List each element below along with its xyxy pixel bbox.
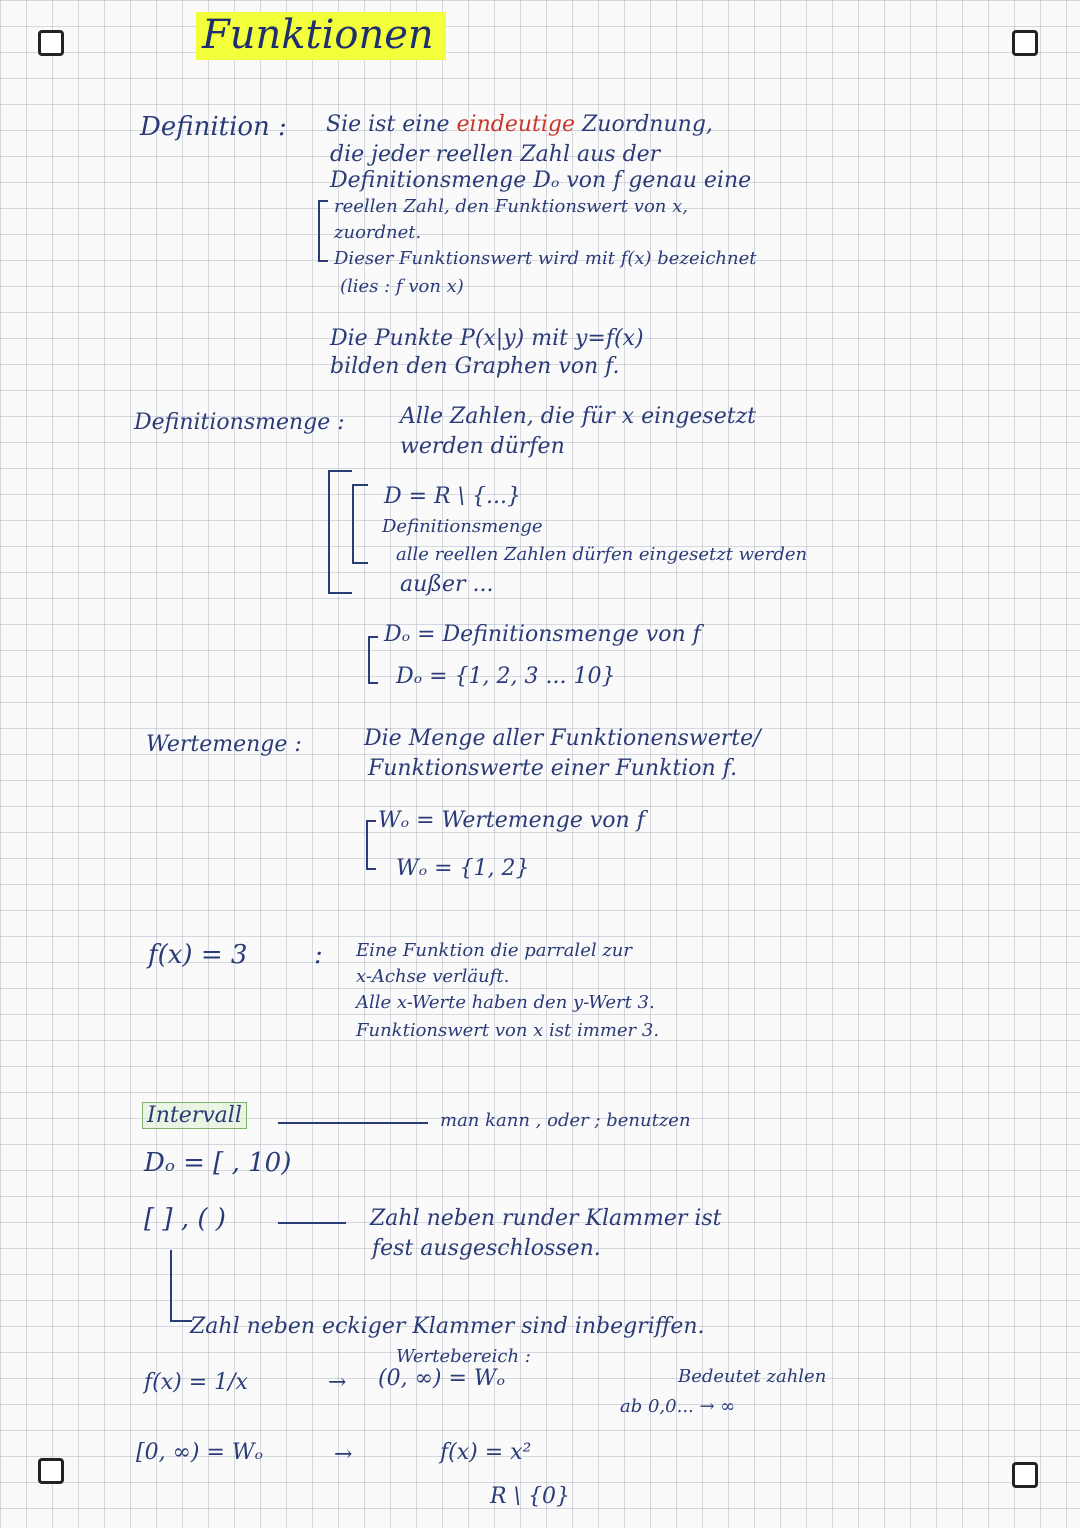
ab-text: ab 0,0... → ∞ [620, 1396, 736, 1417]
definition-line6: Dieser Funktionswert wird mit f(x) bezeichnet [334, 248, 757, 269]
df-example: Dₒ = {1, 2, 3 ... 10} [396, 664, 616, 689]
constant-line1: Eine Funktion die parralel zur [356, 940, 633, 961]
df-definition: Dₒ = Definitionsmenge von f [384, 622, 701, 647]
constant-function: f(x) = 3 [148, 940, 248, 970]
arrow-line [278, 1122, 428, 1124]
binder-corner-icon [38, 1458, 64, 1484]
definition-line2: die jeder reellen Zahl aus der [330, 142, 661, 167]
round-note1: Zahl neben runder Klammer ist [370, 1206, 722, 1231]
definition-line1: Sie ist eine eindeutige Zuordnung, [326, 112, 713, 137]
wf-definition: Wₒ = Wertemenge von f [378, 808, 645, 833]
intervall-df: Dₒ = [ , 10) [144, 1148, 292, 1178]
f2-range: [0, ∞) = Wₒ [136, 1440, 263, 1465]
constant-colon: : [314, 940, 323, 970]
constant-line3: Alle x-Werte haben den y-Wert 3. [356, 992, 655, 1013]
points-line1: Die Punkte P(x|y) mit y=f(x) [330, 326, 644, 351]
page-title: Funktionen [196, 12, 446, 60]
f1-range: (0, ∞) = Wₒ [378, 1366, 505, 1391]
definition-line5: zuordnet. [334, 222, 422, 243]
bracket [352, 484, 368, 564]
definitionsmenge-arrow1: alle reellen Zahlen dürfen eingesetzt werden [396, 544, 808, 565]
definition-label: Definition : [140, 112, 287, 142]
definitionsmenge-text1: Alle Zahlen, die für x eingesetzt [400, 404, 757, 429]
arrow-line [170, 1250, 172, 1320]
definition-line7: (lies : f von x) [340, 276, 464, 297]
binder-corner-icon [38, 30, 64, 56]
definitionsmenge-arrow2: außer ... [400, 572, 494, 597]
binder-corner-icon [1012, 1462, 1038, 1488]
definitionsmenge-label: Definitionsmenge : [134, 410, 345, 435]
wertemenge-text1: Die Menge aller Funktionenswerte/ [364, 726, 761, 751]
round-note2: fest ausgeschlossen. [372, 1236, 601, 1261]
arrow-icon: → [334, 1442, 353, 1467]
function-one-over-x: f(x) = 1/x [144, 1370, 248, 1395]
wf-example: Wₒ = {1, 2} [396, 856, 530, 881]
f2-domain: R \ {0} [490, 1484, 570, 1509]
definitionsmenge-sublabel: Definitionsmenge [382, 516, 543, 537]
constant-line4: Funktionswert von x ist immer 3. [356, 1020, 660, 1041]
definitionsmenge-text2: werden dürfen [400, 434, 565, 459]
points-line2: bilden den Graphen von f. [330, 354, 620, 379]
definitionsmenge-formula: D = R \ {...} [384, 484, 521, 509]
wertemenge-label: Wertemenge : [146, 732, 302, 757]
bracket [366, 820, 376, 870]
intervall-label: Intervall [142, 1102, 247, 1129]
intervall-brackets: [ ] , ( ) [144, 1204, 226, 1234]
arrow-icon: → [328, 1370, 347, 1395]
wertemenge-text2: Funktionswerte einer Funktion f. [368, 756, 738, 781]
bracket [318, 200, 328, 262]
binder-corner-icon [1012, 30, 1038, 56]
arrow-line [170, 1320, 192, 1322]
definition-line3: Definitionsmenge Dₒ von f genau eine [330, 168, 752, 193]
definition-keyword: eindeutige [456, 112, 576, 137]
function-x-squared: f(x) = x² [440, 1440, 532, 1465]
definition-line4: reellen Zahl, den Funktionswert von x, [334, 196, 688, 217]
constant-line2: x-Achse verläuft. [356, 966, 510, 987]
bracket [368, 636, 378, 684]
square-note: Zahl neben eckiger Klammer sind inbegriffen. [190, 1314, 705, 1339]
intervall-note: man kann , oder ; benutzen [440, 1110, 691, 1131]
bracket [328, 470, 352, 594]
bedeutet-text: Bedeutet zahlen [678, 1366, 827, 1387]
wertebereich-label: Wertebereich : [396, 1346, 531, 1367]
arrow-line [278, 1222, 346, 1224]
